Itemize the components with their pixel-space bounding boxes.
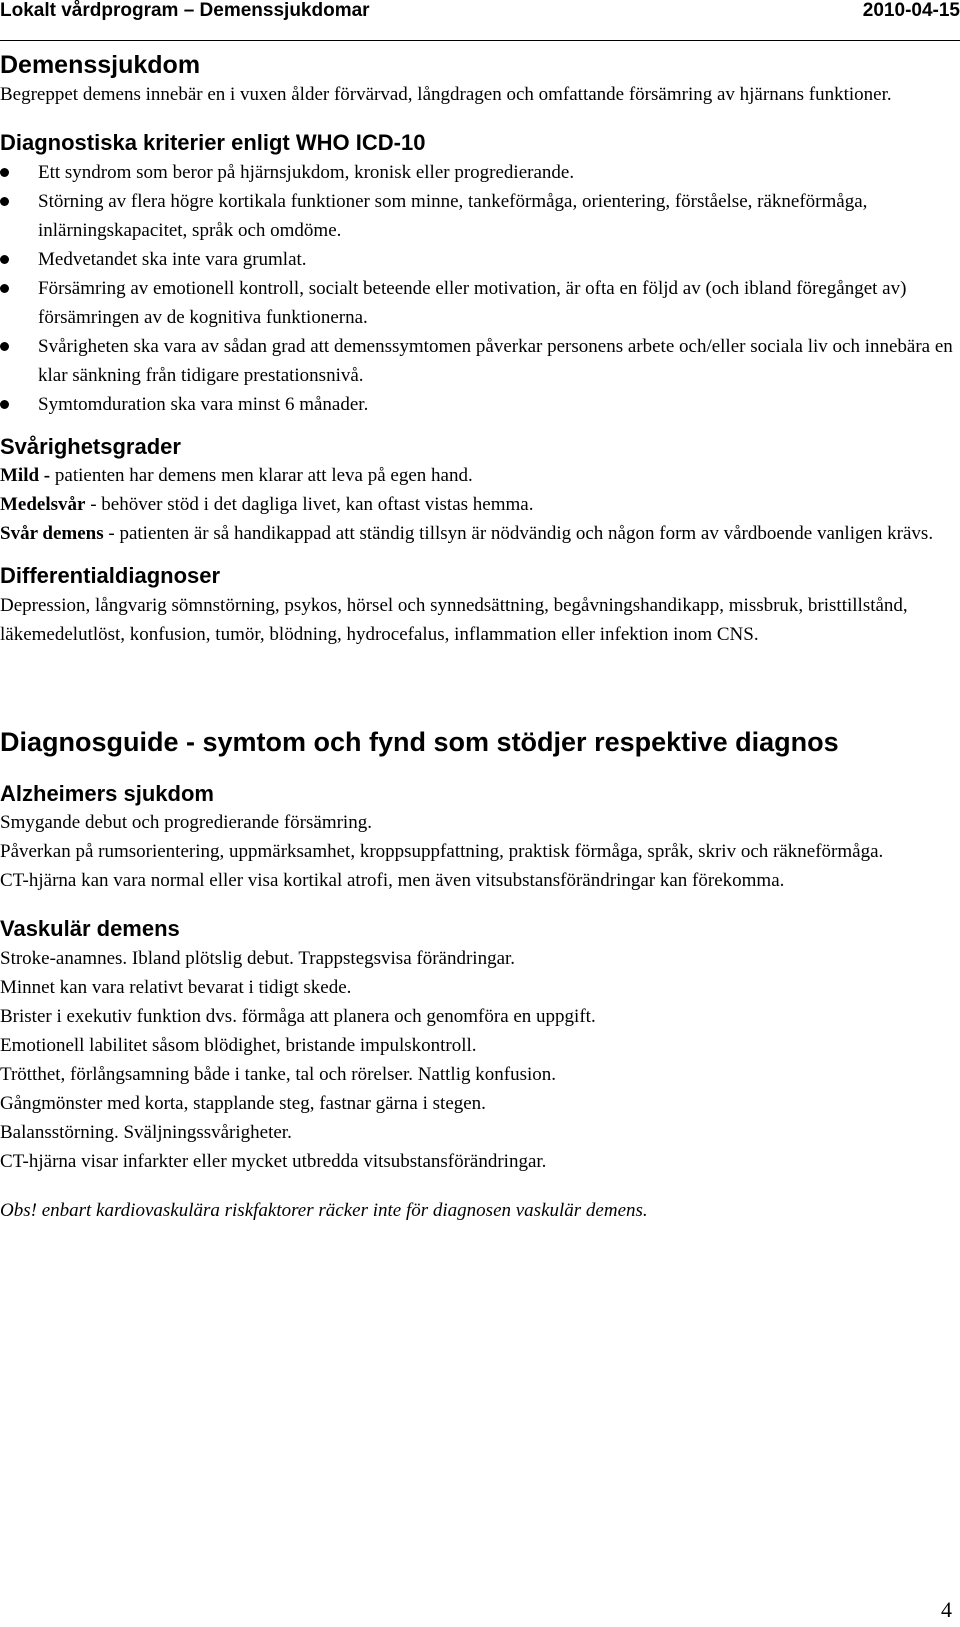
differential-text: Depression, långvarig sömnstörning, psykos, hörsel och synnedsättning, begåvningshandikapp, missbruk, bristtillstånd, läkemedelutlöst, konfusion, tumör, blödning, hydrocefalus, inflammation eller infektion inom CNS. [0, 594, 908, 645]
severity-term: Mild - [0, 465, 51, 487]
section-title-guide: Diagnosguide - symtom och fynd som stödjer respektive diagnos [0, 726, 839, 757]
vascular-line: Stroke-anamnes. Ibland plötslig debut. Trappstegsvisa förändringar. [0, 948, 516, 970]
severity-section [0, 433, 960, 549]
bullet-icon [0, 168, 9, 177]
severity-line-mild [0, 461, 960, 490]
criteria-section [0, 129, 960, 419]
bullet-icon [0, 197, 9, 206]
intro-section [0, 50, 960, 109]
differential-section [0, 562, 960, 649]
vascular-note: Obs! enbart kardiovaskulära riskfaktorer räcker inte för diagnosen vaskulär demens. [0, 1200, 648, 1222]
header-title: Lokalt vårdprogram – Demenssjukdomar [0, 0, 370, 21]
guide-section [0, 725, 960, 760]
alzheimers-line: Påverkan på rumsorientering, uppmärksamhet, kroppsuppfattning, praktisk förmåga, språk, skriv och räkneförmåga. [0, 841, 884, 863]
list-item [0, 158, 960, 187]
vascular-line: Emotionell labilitet såsom blödighet, bristande impulskontroll. [0, 1035, 477, 1057]
vascular-line: Balansstörning. Sväljningssvårigheter. [0, 1122, 292, 1144]
list-item [0, 245, 960, 274]
section-title-differential: Differentialdiagnoser [0, 563, 221, 589]
vascular-line: Gångmönster med korta, stapplande steg, fastnar gärna i stegen. [0, 1093, 486, 1115]
severity-desc: - patienten är så handikappad att ständig tillsyn är nödvändig och någon form av vårdboende vanligen krävs. [103, 523, 934, 545]
vascular-line: Brister i exekutiv funktion dvs. förmåga att planera och genomföra en uppgift. [0, 1006, 596, 1028]
intro-text: Begreppet demens innebär en i vuxen ålder förvärvad, långdragen och omfattande försämring av hjärnans funktioner. [0, 84, 892, 105]
vascular-line: Minnet kan vara relativt bevarat i tidigt skede. [0, 977, 352, 999]
list-item [0, 187, 960, 245]
list-item-text: Ett syndrom som beror på hjärnsjukdom, kronisk eller progredierande. [38, 161, 575, 183]
document-body [0, 50, 960, 1225]
list-item-text: Medvetandet ska inte vara grumlat. [38, 248, 307, 270]
list-item [0, 274, 960, 332]
header-date: 2010-04-15 [862, 0, 960, 21]
severity-term: Medelsvår [0, 494, 86, 516]
list-item [0, 390, 960, 419]
list-item-text: Störning av flera högre kortikala funktioner som minne, tankeförmåga, orientering, förståelse, räkneförmåga, inlärningskapacitet, språk och omdöme. [38, 190, 868, 241]
bullet-icon [0, 255, 9, 264]
vascular-section [0, 915, 960, 1225]
section-title-demenssjukdom: Demenssjukdom [0, 51, 201, 79]
criteria-list [0, 158, 960, 419]
section-title-alzheimers: Alzheimers sjukdom [0, 780, 214, 806]
alzheimers-line: CT-hjärna kan vara normal eller visa kortikal atrofi, men även vitsubstansförändringar kan förekomma. [0, 870, 785, 892]
page-number: 4 [941, 1597, 952, 1622]
list-item [0, 332, 960, 390]
alzheimers-section [0, 780, 960, 896]
severity-desc: - behöver stöd i det dagliga livet, kan oftast vistas hemma. [85, 494, 534, 516]
bullet-icon [0, 284, 9, 293]
section-title-criteria: Diagnostiska kriterier enligt WHO ICD-10 [0, 130, 426, 155]
severity-line-medium [0, 490, 960, 519]
list-item-text: Försämring av emotionell kontroll, socialt beteende eller motivation, är ofta en följd av (och ibland föregånget av) försämringen av de kognitiva funktionerna. [38, 277, 907, 328]
section-title-vascular: Vaskulär demens [0, 916, 180, 942]
page-header [0, 0, 960, 41]
severity-desc: patienten har demens men klarar att leva på egen hand. [50, 465, 473, 487]
list-item-text: Svårigheten ska vara av sådan grad att demenssymtomen påverkar personens arbete och/eller sociala liv och innebära en klar sänkning från tidigare prestationsnivå. [38, 335, 953, 386]
vascular-line: Trötthet, förlångsamning både i tanke, tal och rörelser. Nattlig konfusion. [0, 1064, 556, 1086]
section-title-severity: Svårighetsgrader [0, 433, 181, 459]
alzheimers-line: Smygande debut och progredierande försämring. [0, 812, 372, 834]
bullet-icon [0, 400, 9, 409]
severity-term: Svår demens [0, 523, 104, 545]
vascular-line: CT-hjärna visar infarkter eller mycket utbredda vitsubstansförändringar. [0, 1151, 547, 1173]
severity-line-severe [0, 519, 960, 548]
bullet-icon [0, 342, 9, 351]
list-item-text: Symtomduration ska vara minst 6 månader. [38, 393, 369, 415]
